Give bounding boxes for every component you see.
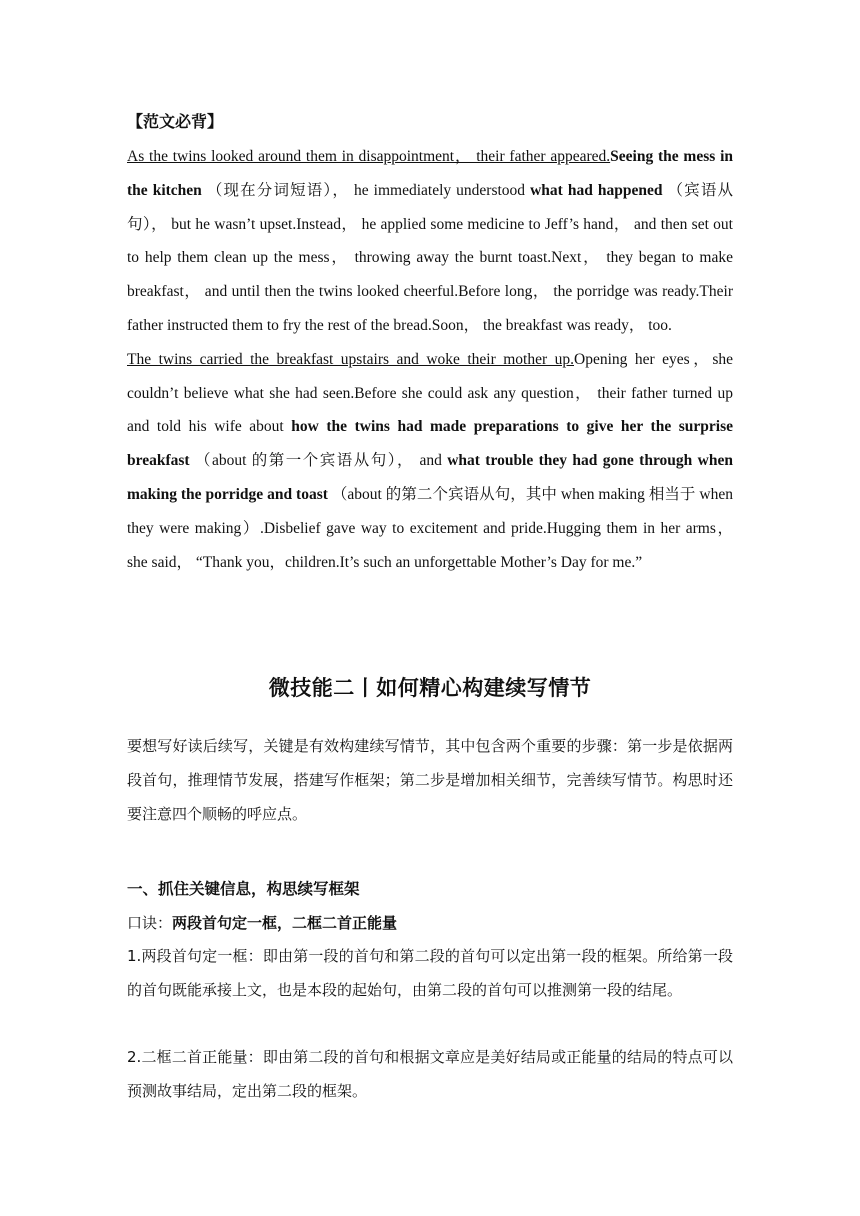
mnemonic-text: 两段首句定一框，二框二首正能量 (172, 914, 398, 932)
mnemonic-line (127, 907, 733, 941)
bold-phrase: how the twins had made preparations to give her the surprise breakfast (127, 418, 733, 470)
model-paragraph-2 (127, 343, 733, 580)
text-run: Opening her eyes，she couldn’t believe what she had seen.Before she could ask any question， their father turned up and told his wife about (127, 350, 734, 436)
mnemonic-label: 口诀： (127, 914, 173, 932)
bold-phrase: what had happened (530, 181, 663, 199)
text-run: （about 的第一个宾语从句）， and (189, 452, 448, 470)
text-run: （宾语从句）， but he wasn’t upset.Instead， he applied some medicine to Jeff’s hand， and then set out to help them clean up the mess， throwing away the burnt toast.Next， they began to make breakfast， and until then the twins looked cheerful.Before long， the porridge was ready.Their father instructed them to fry the rest of the bread.Soon， the breakfast was ready， too. (127, 181, 733, 334)
section-title: 微技能二丨如何精心构建续写情节 (268, 676, 592, 700)
underlined-sentence: The twins carried the breakfast upstairs and woke their mother up. (127, 350, 574, 368)
section-intro: 要想写好读后续写，关键是有效构建续写情节，其中包含两个重要的步骤：第一步是依据两段首句，推理情节发展，搭建写作框架；第二步是增加相关细节，完善续写情节。构思时还要注意四个顺畅的呼应点。 (127, 737, 733, 823)
text-run: （about 的第二个宾语从句，其中 when making 相当于 when they were making）.Disbelief gave way to excitement and pride.Hugging them in her arms， she said， “Thank you，children.It’s such an unforgettable Mother’s Day for me.” (127, 485, 734, 571)
text-run: （现在分词短语）， he immediately understood (201, 181, 531, 199)
part1-heading: 一、抓住关键信息，构思续写框架 (127, 880, 360, 898)
list-item-2: 2.二框二首正能量：即由第二段的首句和根据文章应是美好结局或正能量的结局的特点可以预测故事结局，定出第二段的框架。 (127, 1048, 733, 1100)
model-paragraph-1 (127, 140, 733, 343)
page-content (127, 108, 734, 1100)
bold-phrase: what trouble they had gone through when making the porridge and toast (127, 452, 733, 503)
underlined-sentence: As the twins looked around them in disappointment， their father appeared. (127, 148, 611, 165)
bold-phrase: Seeing the mess in the kitchen (127, 148, 734, 199)
list-item-1: 1.两段首句定一框：即由第一段的首句和第二段的首句可以定出第一段的框架。所给第一段的首句既能承接上文，也是本段的起始句，由第二段的首句可以推测第一段的结尾。 (127, 947, 733, 999)
model-text-label: 【范文必背】 (127, 112, 224, 131)
